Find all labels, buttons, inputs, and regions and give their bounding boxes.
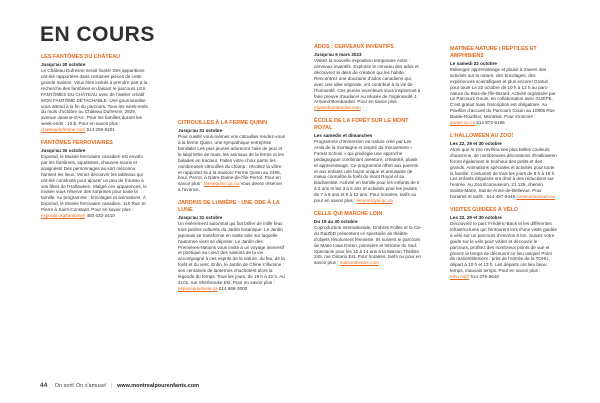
page-footer (40, 381, 560, 391)
page-number: 44 (40, 382, 48, 389)
event-description-text: Exporail, le Musée ferroviaire canadien est envahi par les fantômes, squelettes, chauves-souris et araignées! Des personnages au sort méconnu hantent les lieux. Venez découvrir les tableaux qui ont été construits pour ajouter un peu de frousse à vos fêtes de l'Halloween. Malgré ces apparences, le musée vous réserve des surprises pour toute la famille. Au programme : bricolages et animations. À Exporail, le Musée ferroviaire canadien, 110 Rue St Pierre à Saint-Constant. Pour en savoir plus : (41, 154, 147, 212)
event-description-text: Alors que le zoo revêtira ses plus belles couleurs d'automne, de nombreuses décorations d'Halloween feront également le bonheur des petits et des grands. Animations spéciales et activités pour toute la famille. Costumes de tous les jours de 9 h à 16 h. Les enfants déguisés ont droit à des réductions sur l'entrée. Au Zoo Ecomuseum, 21 125, chemin Sainte-Marie, Sainte-Anne-de-Bellevue. Pour horaires et tarifs : 514 457-9449 (450, 147, 557, 199)
event-description (450, 67, 557, 126)
event-contact: Vous devez réserver à l'avance. (178, 181, 283, 193)
event-section (178, 120, 285, 193)
event-description-text: Visitez la nouvelle exposition temporaire Ados : cerveaux inventifs. Explorez le cerveau des ados et découvrez le désir de création qui les habite. Rencontrez une douzaine d'ados canadiens qui, avec une idée originale, ont contribué à la vie de l'humanité. Ces jeunes inventeurs vous inspireront à faire preuve d'audace! Au Musée de l'ingéniosité J. Armand Bombardier. Pour en savoir plus : (314, 58, 421, 105)
footer-website-link[interactable]: www.montrealpourenfants.com (117, 383, 200, 389)
event-description (450, 147, 557, 200)
event-title: ÉCOLE DE LA FORÊT SUR LE MONT ROYAL (314, 118, 409, 131)
event-title: JARDINS DE LUMIÈRE : UNE ODE À LA LUNE (178, 200, 280, 213)
event-link[interactable]: museebombardier.com (314, 105, 361, 111)
event-date: Les 22, 29 et 30 octobre (450, 214, 502, 220)
event-date: Les samedis et dimanches (314, 132, 373, 138)
event-description (178, 221, 285, 292)
event-title: MATINÉE NATURE | REPTILES ET AMPHIBIENS (450, 46, 537, 59)
event-link[interactable]: lemontroyal.qc.ca (356, 197, 393, 203)
event-description-text: Mélangez apprentissage et plaisir à travers des activités sur la nature, des bricolages, des expériences scientifiques et plus encore! Gratuit pour tous! Le 22 octobre de 10 h à 12 h au parc-nature du Bois-de-l'Île-Bizard. Activité organisée par Le Parcours Gouin, en collaboration avec GUEPE. C'est gratuit mais l'inscription est obligatoire. Au Pavillon d'accueil du Parcours Gouin au 10905 Rue Basile-Routhier, Montréal. Pour s'inscrire : (450, 67, 556, 119)
event-description-text: Découvrez le parc Frédéric-Back et les différentes infrastructures qui l'entourent lors d'une visite guidée à vélo sur un parcours d'environ 6 km. Suivez votre guide sur le vélo pour visiter et découvrir le parcours, profitez des nombreux points de vue et prenez le temps de découvrir ce lieu unique! Point de rassemblement : près de l'entrée de la TOHU, départ à 10 h et 13 h. Les départs ont lieu beau temps, mauvais temps. Pour en savoir plus : (450, 221, 557, 274)
event-title: CITROUILLES À LA FERME QUINN (178, 120, 268, 126)
event-description-text: Un événement automnal qui fait briller de mille feux trois jardins culturels du Jardin botanique. Le Jardin japonais se transforme en vaste toile sur laquelle l'automne vient se déposer. Le Jardin des Premières-Nations vous invite à un voyage immersif et poétique au cœur des saisons de la vie accompagné à ces esprits de la nature, du feu, de la forêt et du vent. Enfin, le Jardin de Chine s'illumine : ses centaines de lanternes chuchotent alors la légende du temps. Tous les jours, de 19 h à 22 h. Au 4101, rue Sherbrooke Est. Pour en savoir plus : (178, 221, 285, 285)
event-date: Jusqu'au 30 octobre (41, 147, 86, 153)
event-link[interactable]: maisontheatre.com (339, 260, 379, 266)
event-date: Jusqu'au 30 octobre (41, 61, 86, 67)
event-section (450, 46, 557, 126)
event-contact: 514 868-3000 (218, 285, 248, 291)
event-section (314, 118, 421, 204)
event-section (314, 211, 421, 266)
event-description (41, 154, 148, 219)
event-section (41, 140, 148, 219)
page-title: EN COURS (40, 23, 155, 46)
event-contact: 514 872-6196 (476, 119, 505, 125)
footer-separator: | (111, 383, 113, 389)
event-date: Jusqu'au 6 mars 2023 (314, 51, 362, 57)
event-title: LES FANTÔMES DU CHÂTEAU (41, 54, 121, 60)
event-section (450, 133, 557, 200)
event-link[interactable]: zooecomuseum.ca (516, 194, 555, 199)
column-2 (178, 120, 285, 299)
event-date: Jusqu'au 31 octobre (178, 127, 223, 133)
event-title: L'HALLOWEEN AU ZOO! (450, 132, 514, 139)
column-1 (41, 54, 148, 226)
event-date: Jusqu'au 31 octobre (178, 214, 223, 220)
column-3 (314, 44, 421, 273)
event-date: Le samedi 22 octobre (450, 60, 497, 66)
event-description (41, 68, 148, 133)
event-description (178, 134, 285, 193)
event-title: VISITES GUIDÉES À VÉLO (450, 206, 518, 213)
event-link[interactable]: espacepourlavie.ca (178, 285, 218, 291)
event-description-text: Le Château Dufresne serait hanté! Des apparitions ont été rapportées dans certaines pièces de cette grande maison. Vous êtes invités à prendre part à la recherche des fantômes en faisant le parcours LES FANTÔMES DU CHÂTEAU avec de l'atelier créatif MON FANTÔME DÉTACHABLE. Une gourmandise vous attend à la fin du parcours. Tous les week-ends du mois d'octobre au Château Dufresne, 2929, avenue Jeanne-d'Arc. Pour les familles durant les week-ends : 10 $. Pour en savoir plus : (41, 68, 148, 127)
event-date: Du 19 au 30 octobre (314, 218, 358, 224)
event-title: CELLE QUI MARCHE LOIN (314, 210, 383, 217)
event-link[interactable]: fermequinn.qc.ca (203, 181, 240, 187)
event-section (314, 44, 421, 111)
event-link[interactable]: guepe.qc.ca (450, 119, 476, 125)
event-section (41, 54, 148, 133)
event-description (314, 139, 421, 204)
event-title: FANTÔMES FERROVIAIRES (41, 139, 113, 146)
event-description-text: Programme d'immersion en nature créé par Les Amis de la montagne et inspiré du mouvement « Forest School » qui privilégie une approche pédagogique combinant aventure, créativité, plaisir et apprentissage. Ce programme offert aux parents et aux enfants une façon unique et amusante de mieux connaître la forêt du mont Royal et sa biodiversité. Activité en famille pour les enfants de 0 à 3 ans et les 3 à 5 ans et activités pour les jeunes de 7 à 9 ans et 9 à 12 ans. Pour horaires, tarifs ou pour en savoir plus : (314, 139, 420, 203)
event-description (314, 58, 421, 111)
event-description (450, 221, 557, 280)
event-title: ADOS : CERVEAUX INVENTIFS (314, 44, 394, 50)
event-link[interactable]: exporail.org/fantomes (41, 212, 86, 218)
event-section (178, 200, 285, 292)
event-contact: 514 259-9201 (86, 127, 115, 132)
event-contact: 514 376-8648 (470, 274, 499, 279)
event-section (450, 207, 557, 280)
footer-tagline: On sort! On s'amuse! (54, 383, 107, 389)
event-description-text: Pour cueillir vous-mêmes vos citrouilles rendez-vous à la ferme Quinn, une sympathique entreprise familiale! Les plus jeunes adoreront l'aire de jeux et le labyrinthe de maïs, les animaux de la ferme et les balades en tracteur. Faites votre choix parmi les nombreuses citrouilles du champ : récoltez la vôtre et rapportez-la à la maison! Ferme Quinn au 2495, boul. Perrot, à Notre-Dame-de-l'Île-Perrot. Pour en savoir plus : (178, 134, 285, 187)
event-date: Les 22, 29 et 30 octobre (450, 140, 502, 146)
event-link[interactable]: tohu.ca/fr (450, 274, 470, 279)
event-description-text: Coproduction internationale, Ombres Folles et la Cie du RaiZbD présentent ce spectacle de théâtre d'objets résolument féministe. Ils suivent le parcours de Marie Iowa Doran, pionnière et héroïne du Sud. Spectacle pour les 10 à 14 ans à la Maison Théâtre, 245, rue Ontario Est. Pour horaires, tarifs ou pour en savoir plus : (314, 225, 421, 266)
event-description (314, 225, 421, 266)
column-4 (450, 46, 557, 287)
event-contact: 450 632-2410 (86, 212, 115, 218)
event-link[interactable]: chateaudufresne.com (41, 127, 86, 132)
